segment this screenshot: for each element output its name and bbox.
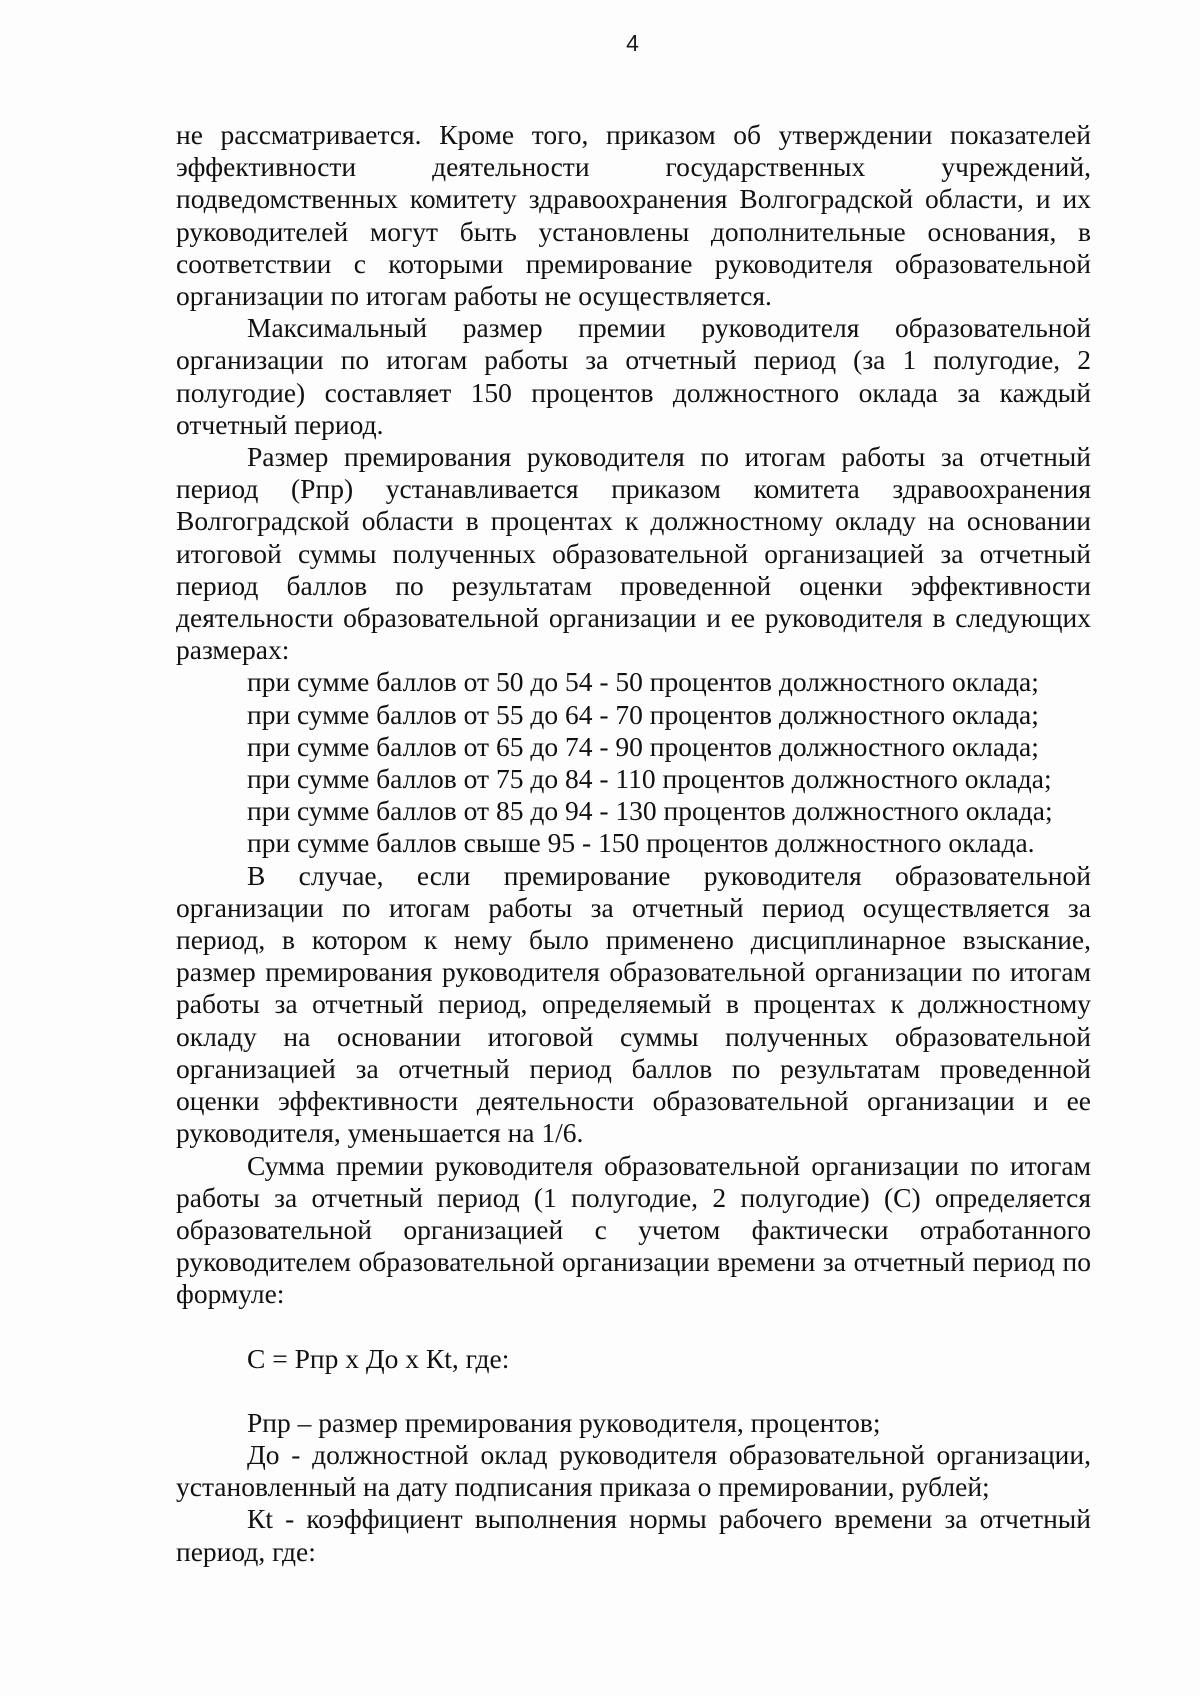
- paragraph-bonus-sum: Сумма премии руководителя образовательной организации по итогам работы за отчетный период (1 полугодие, 2 полугодие) (С) определяется образовательной организацией с учетом фактически отработанного руководителем образовательной организации времени за отчетный период по формуле:: [176, 1149, 1091, 1310]
- paragraph-disciplinary: В случае, если премирование руководителя образовательной организации по итогам работы за отчетный период осуществляется за период, в котором к нему было применено дисциплинарное взыскание, размер премирования руководителя образовательной организации по итогам работы за отчетный период, определяемый в процентах к должностному окладу на основании итоговой суммы полученных образовательной организацией за отчетный период баллов по результатам проведенной оценки эффективности деятельности образовательной организации и ее руководителя, уменьшается на 1/6.: [176, 859, 1091, 1149]
- document-body: [176, 119, 1091, 1568]
- bonus-scale-item: при сумме баллов от 65 до 74 - 90 процентов должностного оклада;: [247, 730, 1039, 762]
- bonus-formula: С = Рпр х До х Кt, где:: [247, 1342, 510, 1374]
- paragraph-continuation: не рассматривается. Кроме того, приказом об утверждении показателей эффективности деятельности государственных учреждений, подведомственных комитету здравоохранения Волгоградской области, и их руководителей могут быть установлены дополнительные основания, в соответствии с которыми премирование руководителя образовательной организации по итогам работы не осуществляется.: [176, 119, 1091, 312]
- definition-rpr: Рпр – размер премирования руководителя, процентов;: [247, 1406, 881, 1438]
- definition-do: До - должностной оклад руководителя образовательной организации, установленный на дату подписания приказа о премировании, рублей;: [176, 1438, 1091, 1503]
- paragraph-max-bonus: Максимальный размер премии руководителя образовательной организации по итогам работы за отчетный период (за 1 полугодие, 2 полугодие) составляет 150 процентов должностного оклада за каждый отчетный период.: [176, 312, 1091, 440]
- bonus-scale-item: при сумме баллов от 85 до 94 - 130 процентов должностного оклада;: [247, 795, 1053, 827]
- bonus-scale-item: при сумме баллов свыше 95 - 150 процентов должностного оклада.: [247, 827, 1035, 859]
- page-number: 4: [626, 30, 639, 56]
- bonus-scale-item: при сумме баллов от 50 до 54 - 50 процентов должностного оклада;: [247, 666, 1039, 698]
- bonus-scale-item: при сумме баллов от 55 до 64 - 70 процентов должностного оклада;: [247, 698, 1039, 730]
- formula-definitions: [176, 1407, 1091, 1568]
- bonus-scale-item: при сумме баллов от 75 до 84 - 110 процентов должностного оклада;: [247, 763, 1052, 795]
- paragraph-bonus-size: Размер премирования руководителя по итогам работы за отчетный период (Рпр) устанавливается приказом комитета здравоохранения Волгоградской области в процентах к должностному окладу на основании итоговой суммы полученных образовательной организацией за отчетный период баллов по результатам проведенной оценки эффективности деятельности образовательной организации и ее руководителя в следующих размерах:: [176, 441, 1091, 666]
- definition-kt: Кt - коэффициент выполнения нормы рабочего времени за отчетный период, где:: [176, 1503, 1091, 1567]
- bonus-scale-list: [176, 666, 1091, 859]
